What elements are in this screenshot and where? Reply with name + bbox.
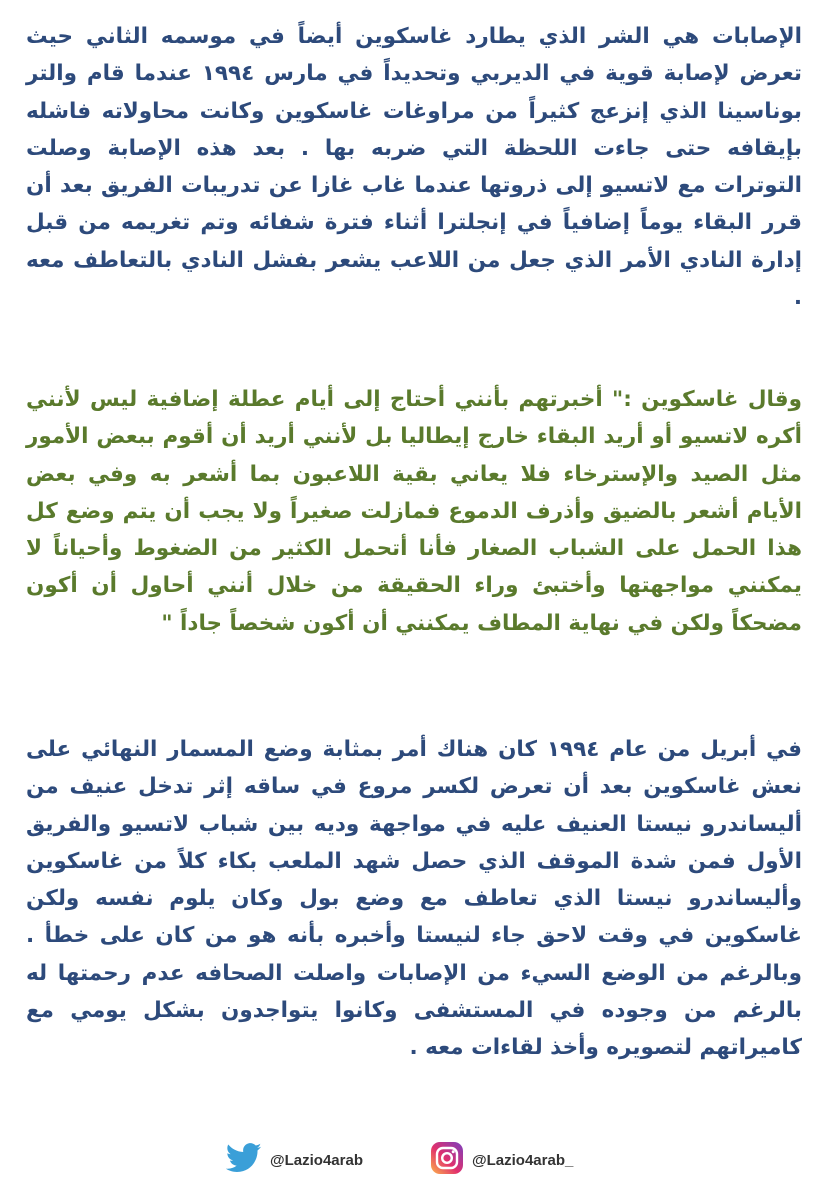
paragraph-leg-fracture: في أبريل من عام ١٩٩٤ كان هناك أمر بمثابة وضع المسمار النهائي على نعش غاسكوين بعد أن تعرض لكسر مروع في ساقه إثر تدخل عنيف من أليساندرو نيستا العنيف عليه في مواجهة وديه بين شباب لاتسيو والفريق الأول فمن شدة الموقف الذي حصل شهد الملعب بكاء كلاً من غاسكوين وأليساندرو نيستا الذي تعاطف مع وضع بول وكان يلوم نفسه ولكن غاسكوين في وقت لاحق جاء لنيستا وأخبره بأنه هو من كان على خطأ . وبالرغم من الوضع السيء من الإصابات واصلت الصحافه عدم رحمتها له بالرغم من وجوده في المستشفى وكانوا يتواجدون بشكل يومي مع كاميراتهم لتصويره وأخذ لقاءات معه . <box>26 737 802 1061</box>
twitter-handle: @Lazio4arab <box>270 1151 363 1169</box>
paragraph-gascoigne-quote: وقال غاسكوين :" أخبرتهم بأنني أحتاج إلى أيام عطلة إضافية ليس لأنني أكره لاتسيو أو أريد البقاء خارج إيطاليا بل لأنني أريد أن أقوم ببعض الأمور مثل الصيد والإسترخاء فلا يعاني بقية اللاعبون بما أشعر به وفي بعض الأيام أشعر بالضيق وأذرف الدموع فمازلت صغيراً ولا يجب أن يتم وضع كل هذا الحمل على الشباب الصغار فأنا أتحمل الكثير من الضغوط وأحياناً لا يمكنني مواجهتها وأختبئ وراء الحقيقة من خلال أنني أحاول أن أكون مضحكاً ولكن في نهاية المطاف يمكنني أن أكون شخصاً جاداً " <box>26 387 802 636</box>
instagram-credit <box>430 1140 573 1180</box>
paragraph-injury-derby: الإصابات هي الشر الذي يطارد غاسكوين أيضاً في موسمه الثاني حيث تعرض لإصابة قوية في الديربي وتحديداً في مارس ١٩٩٤ عندما قام والتر بوناسينا الذي إنزعج كثيراً من مراوغات غاسكوين وكانت محاولاته فاشله بإيقافه حتى جاءت اللحظة التي ضربه بها . بعد هذه الإصابة وصلت التوترات مع لاتسيو إلى ذروتها عندما غاب غازا عن تدريبات الفريق بعد أن قرر البقاء يوماً إضافياً في إنجلترا أثناء فترة شفائه وتم تغريمه من قبل إدارة النادي الأمر الذي جعل من اللاعب يشعر بفشل النادي بالتعاطف معه . <box>26 24 803 311</box>
instagram-handle: @Lazio4arab_ <box>472 1151 574 1169</box>
twitter-bird-icon <box>226 1143 262 1177</box>
twitter-credit <box>226 1140 363 1180</box>
instagram-icon <box>430 1141 464 1179</box>
